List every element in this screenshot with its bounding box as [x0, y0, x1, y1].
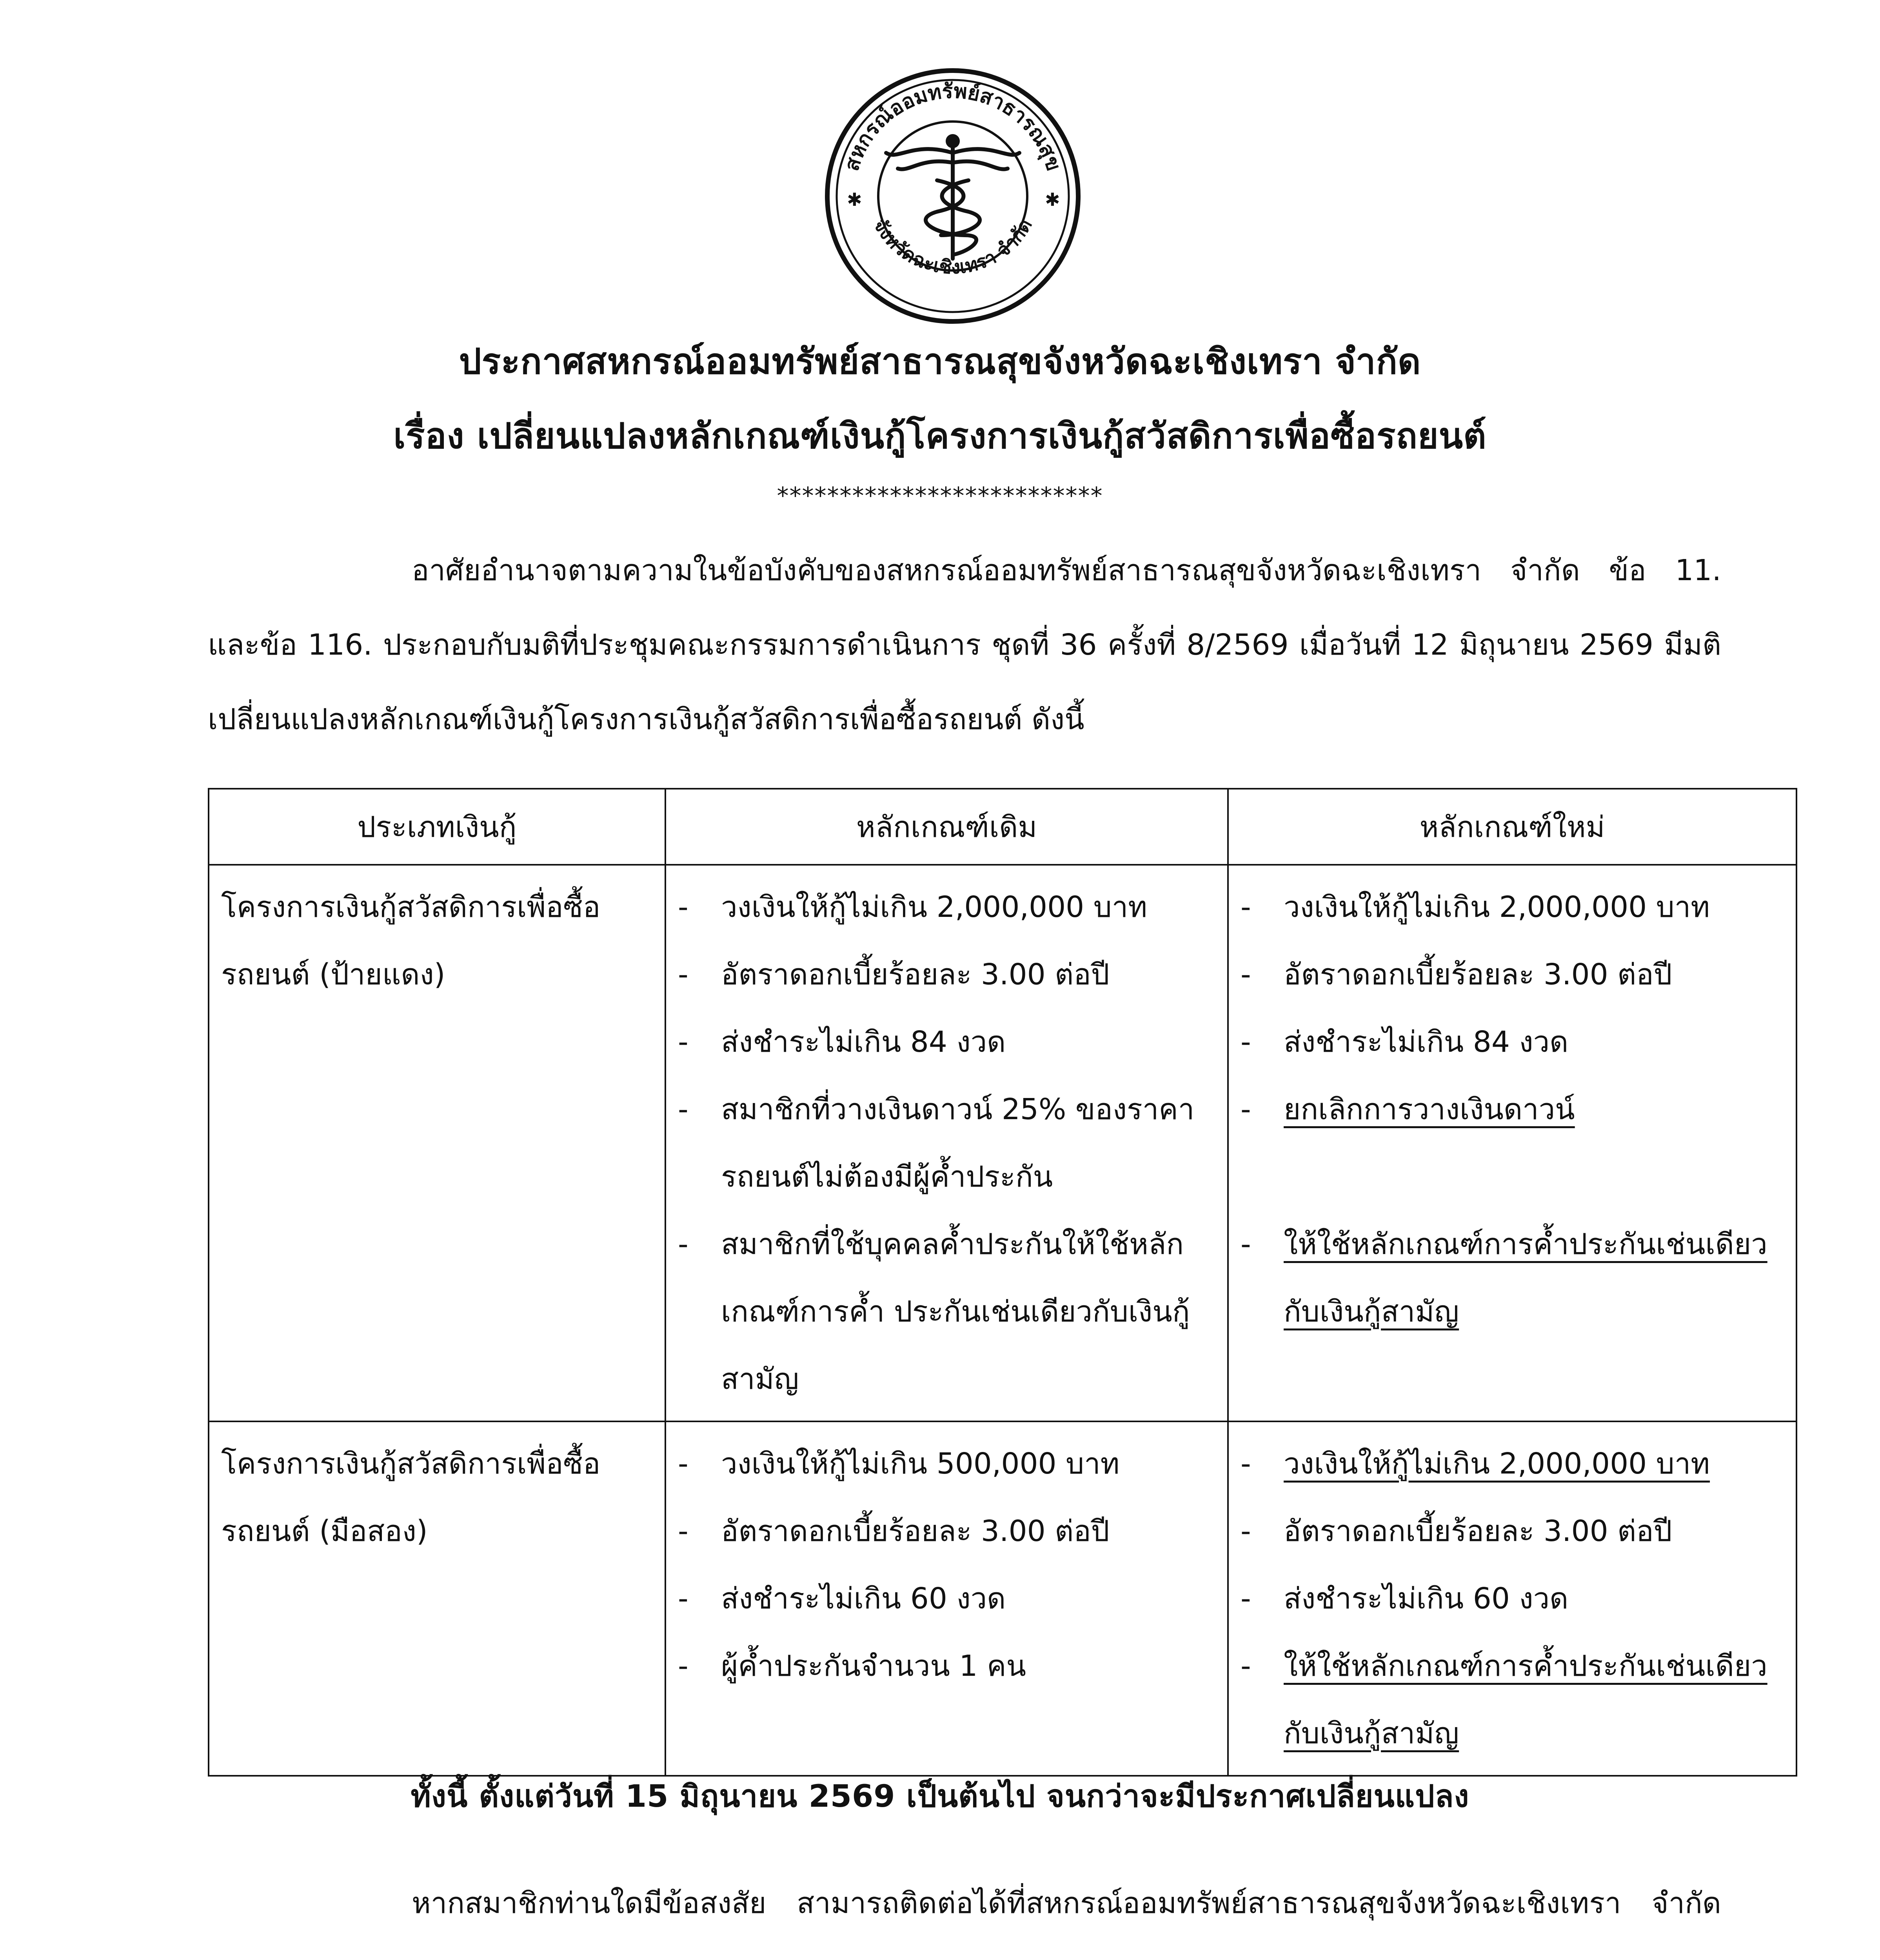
- svg-text:✱: ✱: [847, 189, 862, 210]
- announcement-title: ประกาศสหกรณ์ออมทรัพย์สาธารณสุขจังหวัดฉะเชิงเทรา จำกัด: [459, 341, 1421, 382]
- list-item: - ส่งชำระไม่เกิน 84 งวด: [678, 1025, 1006, 1059]
- list-item: - สมาชิกที่ใช้บุคคลค้ำประกันให้ใช้หลักเกณฑ์การค้ำ ประกันเช่นเดียวกับเงินกู้สามัญ: [678, 1227, 1190, 1396]
- table-row: [209, 865, 1796, 1421]
- cooperative-seal-icon: [819, 63, 1086, 329]
- list-item: - ผู้ค้ำประกันจำนวน 1 คน: [678, 1649, 1026, 1683]
- list-item: - วงเงินให้กู้ไม่เกิน 2,000,000 บาท: [1241, 1447, 1710, 1481]
- list-item: - วงเงินให้กู้ไม่เกิน 2,000,000 บาท: [1241, 890, 1710, 924]
- list-item: - อัตราดอกเบี้ยร้อยละ 3.00 ต่อปี: [678, 1514, 1110, 1548]
- new-criteria-cell: [1228, 1421, 1796, 1776]
- svg-text:สหกรณ์ออมทรัพย์สาธารณสุข: สหกรณ์ออมทรัพย์สาธารณสุข: [840, 79, 1066, 174]
- list-item: - ให้ใช้หลักเกณฑ์การค้ำประกันเช่นเดียวกับเงินกู้สามัญ: [1241, 1649, 1767, 1750]
- list-item: - ส่งชำระไม่เกิน 60 งวด: [1241, 1582, 1569, 1615]
- intro-paragraph: [208, 533, 1721, 757]
- effective-date-statement: ทั้งนี้ ตั้งแต่วันที่ 15 มิถุนายน 2569 เป็นต้นไป จนกว่าจะมีประกาศเปลี่ยนแปลง: [411, 1779, 1469, 1814]
- list-item: - วงเงินให้กู้ไม่เกิน 500,000 บาท: [678, 1447, 1120, 1481]
- header-old-criteria: หลักเกณฑ์เดิม: [665, 789, 1228, 865]
- loan-type-cell: [209, 865, 665, 1421]
- list-item: - อัตราดอกเบี้ยร้อยละ 3.00 ต่อปี: [1241, 958, 1672, 991]
- list-item: - วงเงินให้กู้ไม่เกิน 2,000,000 บาท: [678, 890, 1148, 924]
- new-criteria-cell: [1228, 865, 1796, 1421]
- header-loan-type: ประเภทเงินกู้: [209, 789, 665, 865]
- svg-text:จังหวัดฉะเชิงเทรา จำกัด: จังหวัดฉะเชิงเทรา จำกัด: [869, 215, 1037, 279]
- old-criteria-cell: [665, 1421, 1228, 1776]
- title-separator: **************************: [777, 482, 1103, 510]
- loan-type-used-car: โครงการเงินกู้สวัสดิการเพื่อซื้อรถยนต์ (มือสอง): [221, 1447, 601, 1548]
- loan-type-red-plate: โครงการเงินกู้สวัสดิการเพื่อซื้อรถยนต์ (ป้ายแดง): [221, 890, 601, 991]
- table-row: [209, 1421, 1796, 1776]
- header-new-criteria: หลักเกณฑ์ใหม่: [1228, 789, 1796, 865]
- list-item: - อัตราดอกเบี้ยร้อยละ 3.00 ต่อปี: [1241, 1514, 1672, 1548]
- contact-text: หากสมาชิกท่านใดมีข้อสงสัย สามารถติดต่อได้ที่สหกรณ์ออมทรัพย์สาธารณสุขจังหวัดฉะเชิงเทรา จำกัด: [412, 1886, 1721, 1920]
- svg-text:✱: ✱: [1045, 189, 1060, 210]
- list-item: - ส่งชำระไม่เกิน 60 งวด: [678, 1582, 1006, 1615]
- contact-paragraph: [208, 1866, 1721, 1960]
- old-criteria-cell: [665, 865, 1228, 1421]
- list-item: - อัตราดอกเบี้ยร้อยละ 3.00 ต่อปี: [678, 958, 1110, 991]
- loan-type-cell: [209, 1421, 665, 1776]
- table-header-row: [209, 789, 1796, 865]
- list-item: - ให้ใช้หลักเกณฑ์การค้ำประกันเช่นเดียวกับเงินกู้สามัญ: [1241, 1227, 1767, 1328]
- list-item: - ยกเลิกการวางเงินดาวน์: [1241, 1093, 1575, 1126]
- intro-text: อาศัยอำนาจตามความในข้อบังคับของสหกรณ์ออมทรัพย์สาธารณสุขจังหวัดฉะเชิงเทรา จำกัด ข้อ 11. และข้อ 116. ประกอบกับมติที่ประชุมคณะกรรมการดำเนินการ ชุดที่ 36 ครั้งที่ 8/2569 เมื่อวันที่ 12 มิถุนายน 2569 มีมติเปลี่ยนแปลงหลักเกณฑ์เงินกู้โครงการเงินกู้สวัสดิการเพื่อซื้อรถยนต์ ดังนี้: [208, 554, 1721, 736]
- announcement-subject: เรื่อง เปลี่ยนแปลงหลักเกณฑ์เงินกู้โครงการเงินกู้สวัสดิการเพื่อซื้อรถยนต์: [393, 416, 1487, 457]
- list-item: - สมาชิกที่วางเงินดาวน์ 25% ของราคารถยนต์ไม่ต้องมีผู้ค้ำประกัน: [678, 1093, 1195, 1194]
- spacer: [1241, 1143, 1784, 1210]
- loan-criteria-table: [208, 788, 1797, 1777]
- list-item: - ส่งชำระไม่เกิน 84 งวด: [1241, 1025, 1569, 1059]
